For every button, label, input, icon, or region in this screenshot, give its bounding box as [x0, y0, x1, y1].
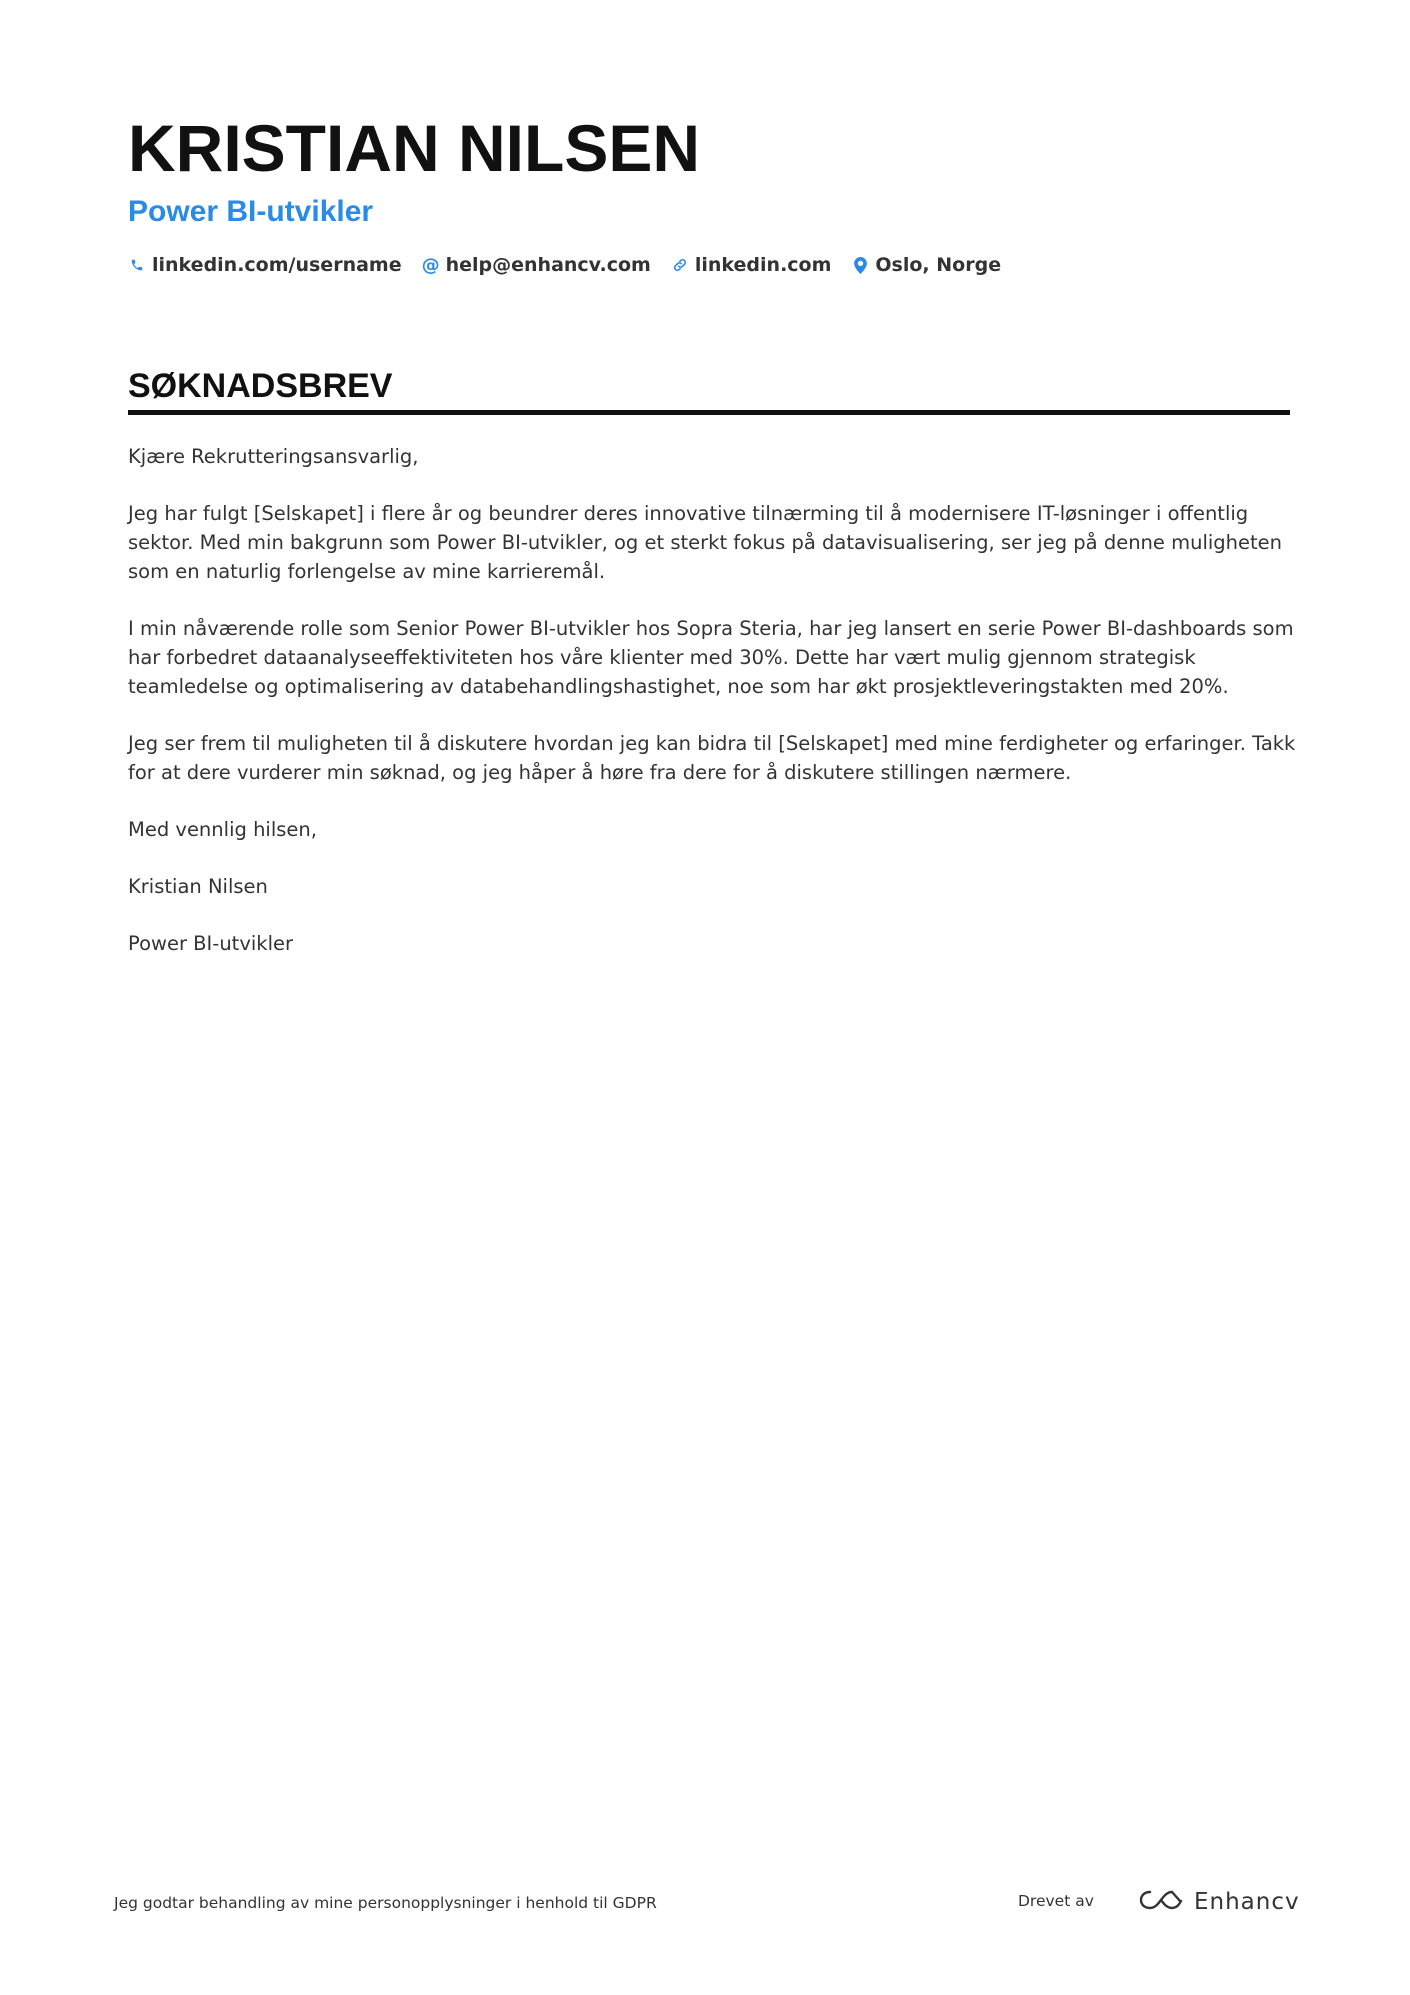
applicant-name: KRISTIAN NILSEN: [128, 111, 701, 185]
paragraph-2: I min nåværende rolle som Senior Power BI-utvikler hos Sopra Steria, har jeg lansert en serie Power BI-dashboards som har forbedret dataanalyseeffektiviteten hos våre klienter med 30%. Dette har vært mulig gjennom strategisk teamledelse og optimalisering av databehandlingshastighet, noe som har økt prosjektleveringstakten med 20%.: [128, 617, 1294, 698]
contact-phone-text: linkedin.com/username: [152, 254, 402, 276]
infinity-logo-icon: [1138, 1888, 1184, 1916]
signature-title: Power BI-utvikler: [128, 932, 294, 955]
phone-icon: [128, 255, 146, 275]
letter-body: [128, 442, 1298, 986]
section-header: [128, 364, 1290, 415]
contact-link-text: linkedin.com: [694, 254, 832, 276]
link-icon: [671, 255, 689, 275]
contact-email[interactable]: [422, 254, 651, 276]
section-divider: [128, 410, 1290, 415]
brand-name: Enhancv: [1194, 1889, 1300, 1915]
contact-location-text: Oslo, Norge: [875, 254, 1002, 276]
footer: [0, 1884, 1410, 1924]
powered-by-label: Drevet av: [1018, 1892, 1094, 1910]
at-icon: @: [421, 254, 440, 276]
contact-link[interactable]: [671, 254, 832, 276]
applicant-role: Power BI-utvikler: [128, 195, 374, 228]
contact-location: [851, 254, 1001, 276]
section-title: SØKNADSBREV: [128, 367, 393, 405]
paragraph-1: Jeg har fulgt [Selskapet] i flere år og beundrer deres innovative tilnærming til å modernisere IT-løsninger i offentlig sektor. Med min bakgrunn som Power BI-utvikler, og et sterkt fokus på datavisualisering, ser jeg på denne muligheten som en naturlig forlengelse av mine karrieremål.: [128, 502, 1283, 583]
brand-logo[interactable]: [1138, 1884, 1300, 1920]
gdpr-consent-text: Jeg godtar behandling av mine personopplysninger i henhold til GDPR: [114, 1894, 657, 1912]
contact-phone[interactable]: [128, 254, 402, 276]
closing: Med vennlig hilsen,: [128, 818, 317, 841]
location-pin-icon: [851, 255, 869, 275]
header: [128, 108, 1288, 276]
paragraph-3: Jeg ser frem til muligheten til å diskutere hvordan jeg kan bidra til [Selskapet] med mine ferdigheter og erfaringer. Takk for at dere vurderer min søknad, og jeg håper å høre fra dere for å diskutere stillingen nærmere.: [128, 732, 1296, 784]
salutation: Kjære Rekrutteringsansvarlig,: [128, 445, 419, 468]
contact-email-text: help@enhancv.com: [445, 254, 651, 276]
contact-list: [128, 254, 1288, 276]
signature-name: Kristian Nilsen: [128, 875, 268, 898]
